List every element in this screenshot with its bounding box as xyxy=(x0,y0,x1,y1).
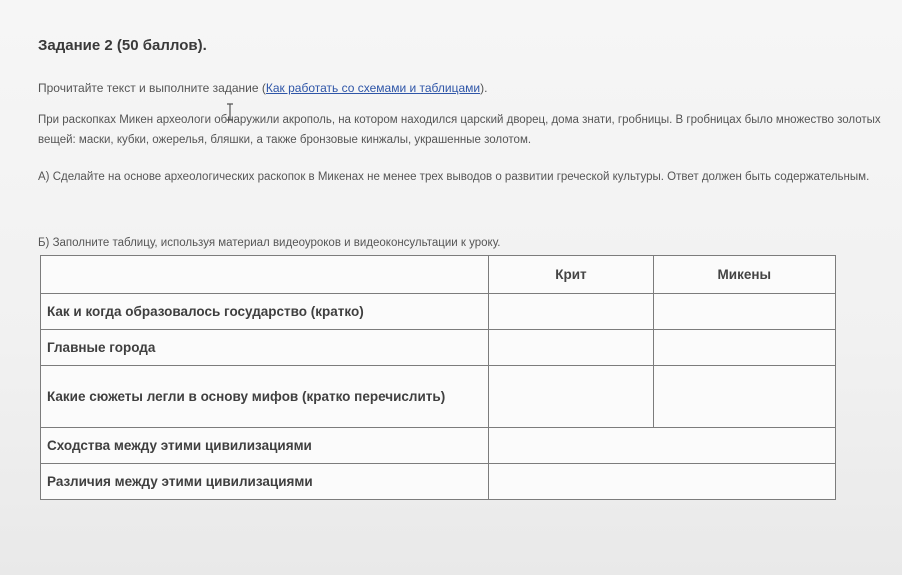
table-row xyxy=(41,428,836,464)
row-label-main-cities: Главные города xyxy=(41,330,489,366)
comparison-table xyxy=(40,255,836,500)
header-mykenes: Микены xyxy=(653,256,835,294)
table-row xyxy=(41,294,836,330)
row-label-state-formation: Как и когда образовалось государство (кратко) xyxy=(41,294,489,330)
answer-cell-krit-myths[interactable] xyxy=(489,366,653,428)
table-row xyxy=(41,330,836,366)
answer-cell-differences[interactable] xyxy=(489,464,836,500)
answer-cell-mykenes-cities[interactable] xyxy=(653,330,835,366)
header-empty-cell xyxy=(41,256,489,294)
row-label-similarities: Сходства между этими цивилизациями xyxy=(41,428,489,464)
answer-cell-krit-state[interactable] xyxy=(489,294,653,330)
instruction-prefix: Прочитайте текст и выполните задание ( xyxy=(38,81,266,95)
task-paragraph-context: При раскопках Микен археологи обнаружили акрополь, на котором находился царский дворец, дома знати, гробницы. В гробницах было множество золотых вещей: маски, кубки, ожерелья, бляшки, а также бронзовые кинжалы, украшенные золотом. xyxy=(38,114,881,146)
table-row xyxy=(41,366,836,428)
task-title: Задание 2 (50 баллов). xyxy=(38,37,207,54)
header-krit: Крит xyxy=(489,256,653,294)
task-instruction xyxy=(38,81,487,95)
answer-cell-mykenes-state[interactable] xyxy=(653,294,835,330)
answer-cell-mykenes-myths[interactable] xyxy=(653,366,835,428)
instruction-suffix: ). xyxy=(480,81,488,95)
table-header-row xyxy=(41,256,836,294)
row-label-myths: Какие сюжеты легли в основу мифов (кратко перечислить) xyxy=(41,366,489,428)
answer-cell-krit-cities[interactable] xyxy=(489,330,653,366)
answer-cell-similarities[interactable] xyxy=(489,428,836,464)
task-part-b: Б) Заполните таблицу, используя материал видеоуроков и видеоконсультации к уроку. xyxy=(38,237,501,249)
task-part-a: А) Сделайте на основе археологических раскопок в Микенах не менее трех выводов о развитии греческой культуры. Ответ должен быть содержательным. xyxy=(38,171,870,183)
table-row xyxy=(41,464,836,500)
text-cursor-icon xyxy=(226,103,234,121)
row-label-differences: Различия между этими цивилизациями xyxy=(41,464,489,500)
help-link[interactable]: Как работать со схемами и таблицами xyxy=(265,81,481,95)
